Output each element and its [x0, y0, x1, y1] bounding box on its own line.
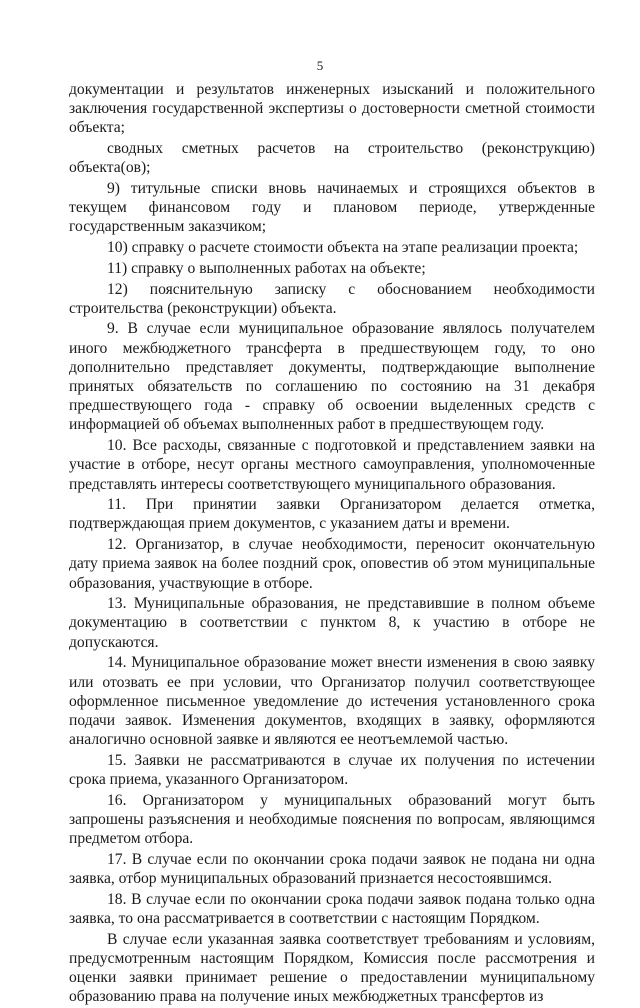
- paragraph: сводных сметных расчетов на строительство (реконструкцию) объекта(ов);: [69, 140, 595, 177]
- paragraph: 17. В случае если по окончании срока подачи заявок не подана ни одна заявка, отбор муниципальных образований признается несостоявшимся.: [69, 850, 595, 888]
- paragraph: 18. В случае если по окончании срока подачи заявок подана только одна заявка, то она рассматривается в соответствии с настоящим Порядком.: [69, 890, 595, 928]
- paragraph: 13. Муниципальные образования, не представившие в полном объеме документацию в соответствии с пунктом 8, к участию в отборе не допускаются.: [69, 595, 595, 651]
- paragraph: 16. Организатором у муниципальных образований могут быть запрошены разъяснения и необходимые пояснения по вопросам, являющимся предметом отбора.: [69, 791, 595, 848]
- paragraph: 10. Все расходы, связанные с подготовкой и представлением заявки на участие в отборе, несут органы местного самоуправления, уполномоченные представлять интересы соответствующего муниципального образования.: [69, 437, 595, 493]
- paragraph: 12) пояснительную записку с обоснованием необходимости строительства (реконструкции) объекта.: [69, 280, 595, 317]
- paragraph: 9. В случае если муниципальное образование являлось получателем иного межбюджетного трансферта в предшествующем году, то оно дополнительно представляет документы, подтверждающие выполнение принятых обязательств по соглашению по состоянию на 31 декабря предшествующего года - справку об освоении выделенных средств с информацией об объемах выполненных работ в предшествующем году.: [69, 320, 595, 434]
- paragraph: 15. Заявки не рассматриваются в случае их получения по истечении срока приема, указанного Организатором.: [69, 751, 595, 789]
- paragraph: 14. Муниципальное образование может внести изменения в свою заявку или отозвать ее при условии, что Организатор получил соответствующее оформленное письменное уведомление до истечения установленного срока подачи заявок. Изменения документов, входящих в заявку, оформляются аналогично основной заявке и являются ее неотъемлемой частью.: [69, 654, 595, 749]
- paragraph: 11) справку о выполненных работах на объекте;: [107, 259, 426, 277]
- document-body: [69, 80, 595, 1008]
- paragraph: 12. Организатор, в случае необходимости, переносит окончательную дату приема заявок на более поздний срок, оповестив об этом муниципальные образования, участвующие в отборе.: [69, 536, 595, 592]
- paragraph: В случае если указанная заявка соответствует требованиям и условиям, предусмотренным настоящим Порядком, Комиссия после рассмотрения и оценки заявки принимает решение о предоставлении муниципальному образованию права на получение иных межбюджетных трансфертов из: [69, 930, 595, 1006]
- page-number: 5: [316, 58, 324, 73]
- paragraph: документации и результатов инженерных изысканий и положительного заключения государственной экспертизы о достоверности сметной стоимости объекта;: [69, 81, 595, 137]
- paragraph: 9) титульные списки вновь начинаемых и строящихся объектов в текущем финансовом году и плановом периоде, утвержденные государственным заказчиком;: [69, 180, 595, 236]
- paragraph: 10) справку о расчете стоимости объекта на этапе реализации проекта;: [107, 239, 579, 257]
- paragraph: 11. При принятии заявки Организатором делается отметка, подтверждающая прием документов, с указанием даты и времени.: [69, 496, 595, 533]
